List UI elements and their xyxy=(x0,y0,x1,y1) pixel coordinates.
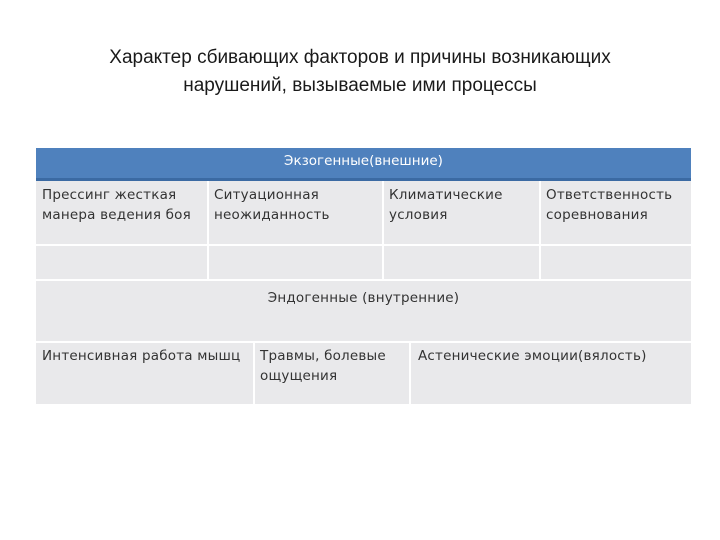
exogenous-header: Экзогенные(внешние) xyxy=(36,148,691,181)
column-separator xyxy=(207,181,209,280)
endogenous-header: Эндогенные (внутренние) xyxy=(36,280,691,342)
exogenous-cell-situational: Ситуационная неожиданность xyxy=(208,181,383,245)
column-separator xyxy=(382,181,384,280)
endogenous-cell-asthenic: Астенические эмоции(вялость) xyxy=(410,342,691,404)
slide-title-line-2: нарушений, вызываемые ими процессы xyxy=(183,75,537,96)
exogenous-cell-pressing: Прессинг жесткая манера ведения боя xyxy=(36,181,208,245)
row-separator xyxy=(36,341,691,343)
row-separator xyxy=(36,279,691,281)
exogenous-cell-climatic: Климатические условия xyxy=(383,181,540,245)
column-separator xyxy=(253,342,255,404)
endogenous-cell-muscle-work: Интенсивная работа мышц xyxy=(36,342,254,404)
column-separator xyxy=(539,181,541,280)
empty-cell-2 xyxy=(208,245,383,280)
slide-title xyxy=(40,44,680,100)
empty-cell-1 xyxy=(36,245,208,280)
exogenous-cell-responsibility: Ответственность соревнования xyxy=(540,181,691,245)
slide-title-line-1: Характер сбивающих факторов и причины возникающих xyxy=(109,47,611,68)
endogenous-cell-injuries: Травмы, болевые ощущения xyxy=(254,342,410,404)
column-separator xyxy=(409,342,411,404)
row-separator xyxy=(36,244,691,246)
empty-cell-3 xyxy=(383,245,540,280)
empty-cell-4 xyxy=(540,245,691,280)
